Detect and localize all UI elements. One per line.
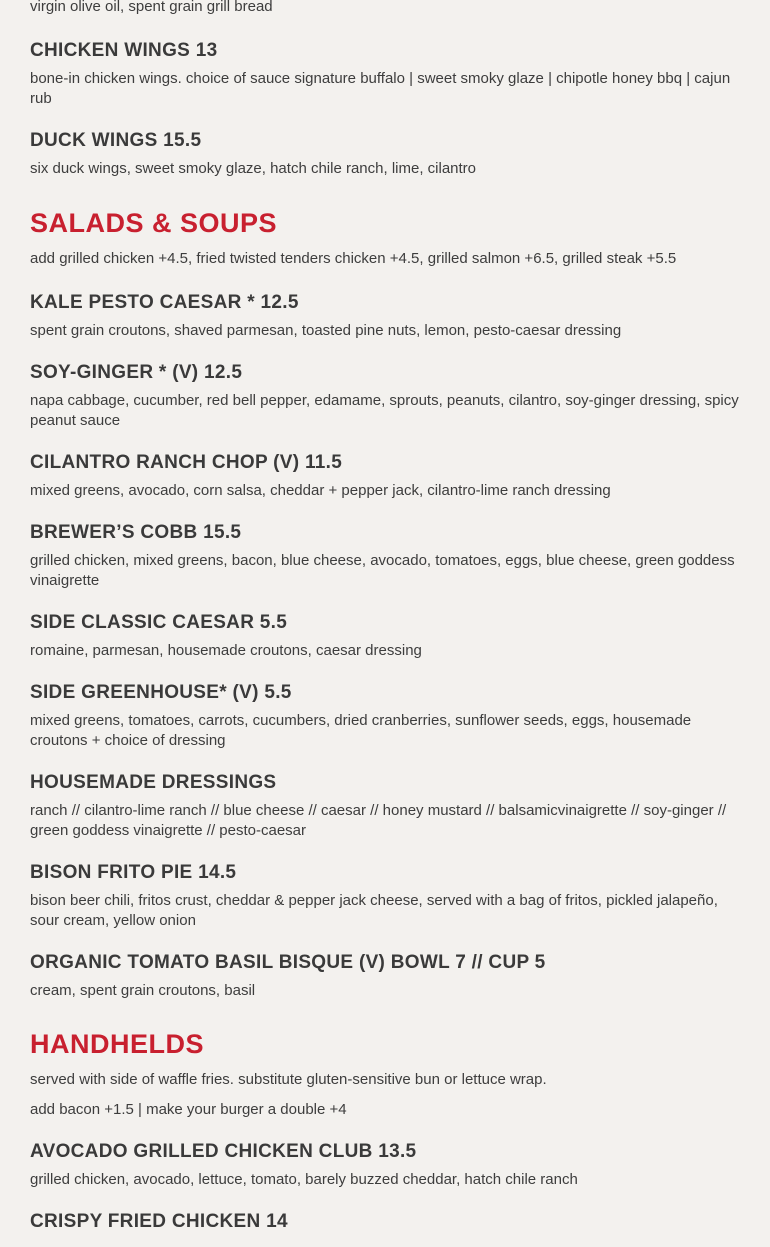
menu-item xyxy=(30,611,740,661)
section-title: HANDHELDS xyxy=(30,1029,205,1059)
item-title: SIDE GREENHOUSE* (V) 5.5 xyxy=(30,682,292,703)
item-description: six duck wings, sweet smoky glaze, hatch chile ranch, lime, cilantro xyxy=(30,160,477,177)
item-description: romaine, parmesan, housemade croutons, caesar dressing xyxy=(30,642,422,659)
menu-item xyxy=(30,451,740,501)
menu-item xyxy=(30,681,740,751)
item-description: bison beer chili, fritos crust, cheddar & pepper jack cheese, served with a bag of fritos, pickled jalapeño, sour cream, yellow onion xyxy=(30,892,718,929)
item-title: BREWER’S COBB 15.5 xyxy=(30,522,242,543)
menu-item xyxy=(30,39,740,109)
section-note: served with side of waffle fries. substitute gluten-sensitive bun or lettuce wrap. xyxy=(30,1071,547,1088)
item-title: SIDE CLASSIC CAESAR 5.5 xyxy=(30,612,288,633)
item-description: mixed greens, tomatoes, carrots, cucumbers, dried cranberries, sunflower seeds, eggs, housemade croutons + choice of dressing xyxy=(30,712,692,749)
section-note: add grilled chicken +4.5, fried twisted tenders chicken +4.5, grilled salmon +6.5, grilled steak +5.5 xyxy=(30,250,677,267)
item-title: HOUSEMADE DRESSINGS xyxy=(30,772,277,793)
menu-item xyxy=(30,771,740,841)
menu-item xyxy=(30,1140,740,1190)
item-description: mixed greens, avocado, corn salsa, cheddar + pepper jack, cilantro-lime ranch dressing xyxy=(30,482,611,499)
item-title: KALE PESTO CAESAR * 12.5 xyxy=(30,292,299,313)
menu-item xyxy=(30,1210,740,1234)
menu-page xyxy=(30,0,740,1240)
item-description: virgin olive oil, spent grain grill bread xyxy=(30,0,273,15)
menu-item xyxy=(30,291,740,341)
item-description: spent grain croutons, shaved parmesan, toasted pine nuts, lemon, pesto-caesar dressing xyxy=(30,322,622,339)
item-description: napa cabbage, cucumber, red bell pepper, edamame, sprouts, peanuts, cilantro, soy-ginger dressing, spicy peanut sauce xyxy=(30,392,739,429)
item-description: cream, spent grain croutons, basil xyxy=(30,982,256,999)
section-note: add bacon +1.5 | make your burger a double +4 xyxy=(30,1101,347,1118)
item-title: BISON FRITO PIE 14.5 xyxy=(30,862,237,883)
item-description: ranch // cilantro-lime ranch // blue cheese // caesar // honey mustard // balsamicvinaigrette // soy-ginger // green goddess vinaigrette // pesto-caesar xyxy=(30,802,727,839)
item-title: CHICKEN WINGS 13 xyxy=(30,40,218,61)
menu-item xyxy=(30,129,740,179)
section-handhelds xyxy=(30,1028,740,1234)
menu-item xyxy=(30,951,740,1001)
section-title: SALADS & SOUPS xyxy=(30,208,278,238)
menu-item xyxy=(30,521,740,591)
item-title: AVOCADO GRILLED CHICKEN CLUB 13.5 xyxy=(30,1141,417,1162)
item-description: grilled chicken, mixed greens, bacon, blue cheese, avocado, tomatoes, eggs, blue cheese, green goddess vinaigrette xyxy=(30,552,735,589)
item-title: SOY-GINGER * (V) 12.5 xyxy=(30,362,243,383)
item-title: DUCK WINGS 15.5 xyxy=(30,130,202,151)
item-title: CILANTRO RANCH CHOP (V) 11.5 xyxy=(30,452,343,473)
menu-item xyxy=(30,361,740,431)
item-title: ORGANIC TOMATO BASIL BISQUE (V) BOWL 7 // CUP 5 xyxy=(30,952,546,973)
item-title: CRISPY FRIED CHICKEN 14 xyxy=(30,1211,288,1232)
menu-item xyxy=(30,861,740,931)
item-description: grilled chicken, avocado, lettuce, tomato, barely buzzed cheddar, hatch chile ranch xyxy=(30,1171,578,1188)
item-description: bone-in chicken wings. choice of sauce signature buffalo | sweet smoky glaze | chipotle honey bbq | cajun rub xyxy=(30,70,731,107)
section-salads-soups xyxy=(30,207,740,1001)
